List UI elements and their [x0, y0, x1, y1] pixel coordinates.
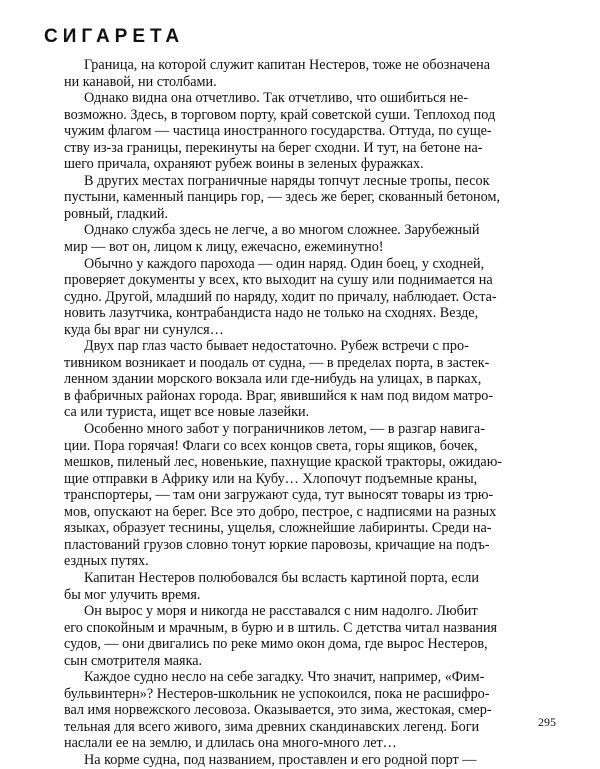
text-line: бульвинтерн»? Нестеров-школьник не успокоился, пока не расшифро- — [64, 685, 490, 702]
text-line: ровный, гладкий. — [64, 205, 169, 222]
text-line: Однако видна она отчетливо. Так отчетливо, что ошибиться не- — [84, 90, 469, 107]
text-line: Особенно много забот у пограничников летом, — в разгар навига- — [84, 421, 485, 438]
text-line: Каждое судно несло на себе загадку. Что значит, например, «Фим- — [84, 669, 485, 686]
paragraph-8 — [44, 570, 556, 603]
text-line: тивником возникает и поодаль от судна, — в пределах порта, в застек- — [64, 354, 490, 371]
text-line: Капитан Нестеров полюбовался бы всласть картиной порта, если — [84, 569, 479, 586]
paragraph-1 — [44, 57, 556, 90]
text-line: судно. Другой, младший по наряду, ходит по причалу, наблюдает. Оста- — [64, 288, 497, 305]
text-line: вал имя норвежского лесовоза. Оказывается, это зима, жестокая, смер- — [64, 702, 492, 719]
text-line: мов, опускают на берег. Все это добро, пестрое, с надписями на разных — [64, 503, 497, 520]
text-line: тельная для всего живого, зима древних скандинавских легенд. Боги — [64, 718, 480, 735]
paragraph-11 — [44, 752, 556, 769]
text-line: ству из-за границы, перекинуты на берег сходни. И тут, на бетоне на- — [64, 139, 483, 156]
paragraph-2 — [44, 90, 556, 173]
text-line: сын смотрителя маяка. — [64, 652, 203, 669]
text-line: На корме судна, под названием, проставлен и его родной порт — — [84, 751, 477, 768]
text-line: в фабричных районах города. Враг, явившийся к нам под видом матро- — [64, 387, 494, 404]
text-line: Однако служба здесь не легче, а во многом сложнее. Зарубежный — [84, 222, 480, 239]
text-line: са или туриста, ищет все новые лазейки. — [64, 404, 310, 421]
text-line: судов, — они двигались по реке мимо окон дома, где вырос Нестеров, — [64, 636, 488, 653]
paragraph-9 — [44, 603, 556, 669]
text-line: проверяет документы у всех, кто выходит на сушу или поднимается на — [64, 272, 493, 289]
text-line: Граница, на которой служит капитан Нестеров, тоже не обозначена — [84, 57, 490, 73]
paragraph-6 — [44, 338, 556, 421]
text-line: мир — вот он, лицом к лицу, ежечасно, ежеминутно! — [64, 239, 384, 256]
text-line: пластований грузов словно тонут юркие паровозы, кричащие на подъ- — [64, 536, 490, 553]
paragraph-4 — [44, 222, 556, 255]
text-line: щие отправки в Африку или на Кубу… Хлопочут подъемные краны, — [64, 470, 478, 487]
text-line: Он вырос у моря и никогда не расставался с ним надолго. Любит — [84, 603, 478, 620]
page-number: 295 — [538, 715, 556, 729]
text-line: ленном здании морского вокзала или где-нибудь на улицах, в парках, — [64, 371, 482, 388]
text-line: языках, образует теснины, ущелья, сложнейшие лабиринты. Среди на- — [64, 520, 492, 537]
text-line: шего причала, охраняют рубеж воины в зеленых фуражках. — [64, 156, 424, 173]
text-line: бы мог улучить время. — [64, 586, 201, 603]
text-line: транспортеры, — там они загружают суда, тут выносят товары из трю- — [64, 487, 494, 504]
text-line: В других местах пограничные наряды топчут лесные тропы, песок — [84, 172, 490, 189]
text-line: ции. Пора горячая! Флаги со всех концов света, горы ящиков, бочек, — [64, 437, 478, 454]
text-line: Обычно у каждого парохода — один наряд. Один боец, у сходней, — [84, 255, 485, 272]
text-line: пустыни, каменный панцирь гор, — здесь же берег, скованный бетоном, — [64, 189, 500, 206]
text-line: возможно. Здесь, в торговом порту, край советской суши. Теплоход под — [64, 106, 496, 123]
paragraph-10 — [44, 669, 556, 752]
text-line: наслали ее на землю, и длилась она много-много лет… — [64, 735, 397, 752]
chapter-heading: СИГАРЕТА — [44, 26, 185, 47]
text-line: мешков, пиленый лес, новенькие, пахнущие краской тракторы, ожидаю- — [64, 454, 503, 471]
paragraph-3 — [44, 173, 556, 223]
paragraph-5 — [44, 256, 556, 339]
text-line: новить лазутчика, контрабандиста надо не только на сходнях. Везде, — [64, 305, 479, 322]
text-line: его спокойным и мрачным, в бурю и в штиль. С детства читал названия — [64, 619, 498, 636]
text-line: ездных путях. — [64, 553, 149, 570]
text-line: ни канавой, ни столбами. — [64, 73, 217, 90]
text-line: чужим флагом — частица иностранного государства. Оттуда, по суще- — [64, 123, 492, 140]
paragraph-7 — [44, 421, 556, 570]
text-line: куда бы враг ни сунулся… — [64, 321, 224, 338]
text-line: Двух пар глаз часто бывает недостаточно. Рубеж встречи с про- — [84, 338, 469, 355]
body-text — [44, 57, 556, 769]
